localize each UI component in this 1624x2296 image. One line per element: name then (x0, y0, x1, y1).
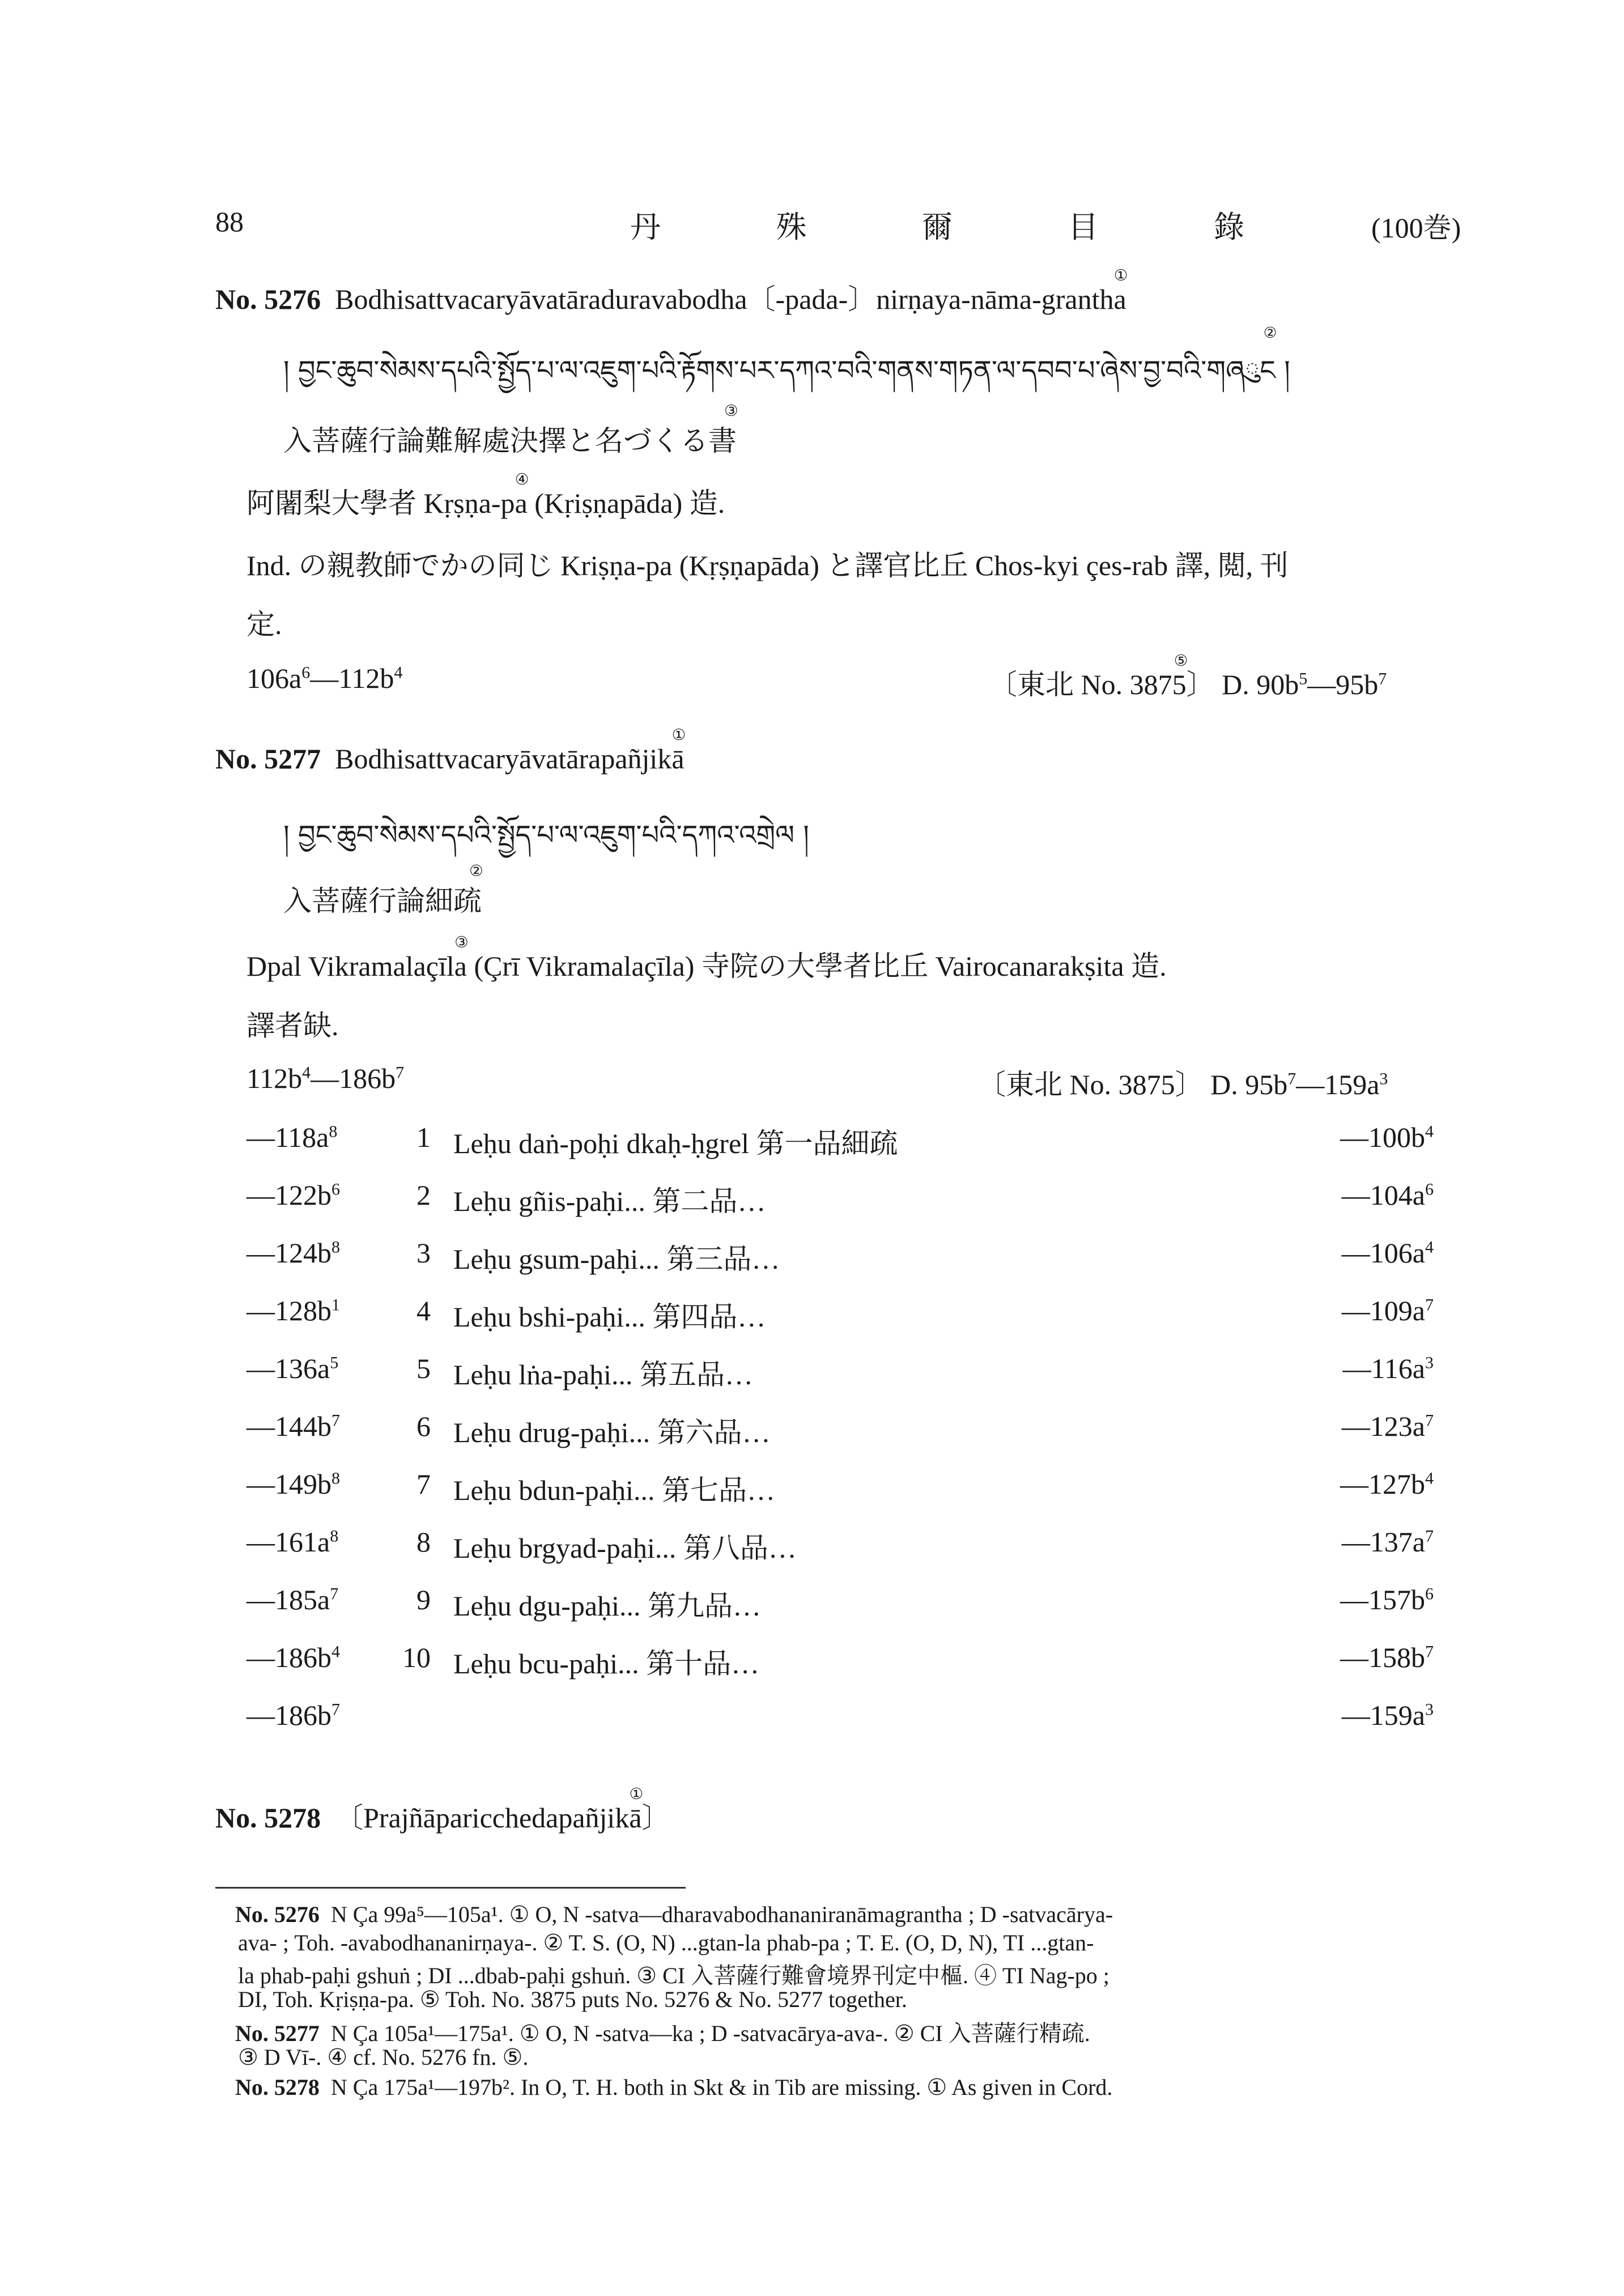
chapter-derge-folio: $—104a^6$ (1341, 1179, 1434, 1211)
skt-title: 〔Prajñāparicchedapañjikā ① 〕 (335, 1784, 670, 1834)
chapter-title: Leḥu dgu-paḥi... 第九品… (453, 1590, 761, 1622)
note-marker: ① (1113, 266, 1128, 284)
chapter-derge-folio: $—159a^3$ (1341, 1699, 1434, 1731)
chapter-start-folio: $—118a^8$ (246, 1121, 338, 1153)
entry-5276-author: 阿闍梨大學者 Kṛṣṇa-pa ④ (Kṛiṣṇapāda) 造. (246, 470, 725, 519)
skt-title: Bodhisattvacaryāvatāraduravabodha〔-pada-〕nirṇaya-nāma-grantha ① (335, 266, 1128, 315)
entry-number: No. 5277 (215, 743, 321, 775)
entry-number: No. 5276 (215, 283, 321, 315)
note-marker: ① (629, 1784, 644, 1803)
chapter-start-folio: $—161a^8$ (246, 1526, 339, 1558)
entry-5278-title (215, 1784, 670, 1836)
entry-5276-japanese-title: 入菩薩行論難解處決擇と名づくる書 ③ (283, 401, 738, 457)
entry-5277-japanese-title: 入菩薩行論細疏 ② (283, 861, 483, 917)
chapter-title: Leḥu brgyad-paḥi... 第八品… (453, 1532, 797, 1564)
note-marker: ② (469, 861, 483, 880)
entry-5277-folio: $112b^4—186b^7$ (246, 1062, 405, 1094)
note-marker: ⑤ (1174, 651, 1188, 670)
chapter-derge-folio: $—123a^7$ (1341, 1410, 1434, 1442)
chapter-derge-folio: $—116a^3$ (1342, 1353, 1434, 1384)
entry-5277-translator: 譯者缺. (246, 1010, 339, 1041)
chapter-start-folio: $—136a^5$ (246, 1353, 339, 1384)
footnote-rule (215, 1887, 686, 1889)
chapter-derge-folio: $—137a^7$ (1341, 1526, 1434, 1558)
chapter-number: 3 (416, 1237, 431, 1269)
chapter-number: 2 (416, 1179, 431, 1211)
skt-title: Bodhisattvacaryāvatārapañjikā ① (335, 725, 686, 775)
chapter-title: Leḥu gñis-paḥi... 第二品… (453, 1185, 766, 1217)
chapter-number: 8 (416, 1526, 431, 1558)
footnote-5276-line4: DI, Toh. Kṛiṣṇa-pa. ⑤ Toh. No. 3875 puts No. 5276 & No. 5277 together. (238, 1987, 907, 2012)
note-marker: ③ (724, 401, 738, 420)
chapter-number: 9 (416, 1584, 431, 1615)
chapter-title: Leḥu daṅ-poḥi dkaḥ-ḥgrel 第一品細疏 (453, 1128, 898, 1159)
chapter-number: 7 (416, 1468, 431, 1500)
entry-5276-tibetan: ། བྱང་ཆུབ་སེམས་དཔའི་སྤྱོད་པ་ལ་འཇུག་པའི་རྟོགས་པར་དཀའ་བའི་གནས་གཏན་ལ་དབབ་པ་ཞེས་བྱ་བའི་གཞུང ② ། (283, 324, 1290, 386)
note-marker: ① (671, 725, 686, 744)
entry-number: No. 5278 (215, 1802, 321, 1834)
chapter-start-folio: $—186b^4$ (246, 1642, 340, 1673)
footnote-5278: No. 5278 N Ça 175a¹—197b². In O, T. H. both in Skt & in Tib are missing. ① As given in Cord. (235, 2074, 1113, 2100)
chapter-number: 6 (416, 1410, 431, 1442)
chapter-derge-folio: $—109a^7$ (1341, 1295, 1434, 1326)
volume-label: (100巻) (1371, 212, 1461, 244)
footnote-5276-line2: ava- ; Toh. -avabodhananirṇaya-. ② T. S. (O, N) ...gtan-la phab-pa ; T. E. (O, D, N), TI ...gtan- (238, 1930, 1094, 1955)
entry-5276-title (215, 266, 1128, 317)
footnote-5277: No. 5277 N Ça 105a¹—175a¹. ① O, N -satva—ka ; D -satvacārya-ava-. ② CI 入菩薩行精疏. (235, 2021, 1090, 2046)
entry-5276-translator-cont: 定. (246, 609, 282, 640)
note-marker: ③ (454, 933, 469, 951)
chapter-start-folio: $—122b^6$ (246, 1179, 340, 1211)
note-marker: ④ (515, 470, 529, 488)
chapter-derge-folio: $—106a^4$ (1341, 1237, 1434, 1269)
chapter-start-folio: $—128b^1$ (246, 1295, 340, 1326)
footnote-5276-line3: la phab-paḥi gshuṅ ; DI ...dbab-paḥi gshuṅ. ③ CI 入菩薩行難會境界刊定中樞. ④ TI Nag-po ; (238, 1963, 1109, 1988)
chapter-number: 10 (402, 1642, 431, 1673)
page-number: 88 (215, 206, 244, 237)
chapter-title: Leḥu lṅa-paḥi... 第五品… (453, 1359, 754, 1391)
chapter-derge-folio: $—127b^4$ (1340, 1468, 1434, 1500)
chapter-start-folio: $—149b^8$ (246, 1468, 340, 1500)
footnote-5277-line2: ③ D Vī-. ④ cf. No. 5276 fn. ⑤. (238, 2044, 529, 2070)
entry-5277-reference: 〔東北 No. 3875〕 D. $95b^7—159a^3$ (977, 1069, 1388, 1100)
entry-5277-title (215, 725, 686, 775)
chapter-title: Leḥu bdun-paḥi... 第七品… (453, 1474, 775, 1506)
chapter-number: 1 (416, 1121, 431, 1153)
chapter-derge-folio: $—158b^7$ (1340, 1642, 1434, 1673)
chapter-start-folio: $—185a^7$ (246, 1584, 339, 1615)
note-marker: ② (1263, 324, 1277, 342)
entry-5276-translator: Ind. の親教師でかの同じ Kriṣṇa-pa (Kṛṣṇapāda) と譯官比丘 Chos-kyi çes-rab 譯, 閲, 刊 (246, 550, 1289, 581)
entry-5277-author: Dpal Vikramalaçīla ③ (Çrī Vikramalaçīla) 寺院の大學者比丘 Vairocanarakṣita 造. (246, 933, 1167, 982)
chapter-start-folio: $—124b^8$ (246, 1237, 340, 1269)
running-title: 丹 殊 爾 目 錄 (630, 210, 1298, 244)
chapter-title: Leḥu bshi-paḥi... 第四品… (453, 1301, 766, 1333)
chapter-title: Leḥu gsum-paḥi... 第三品… (453, 1243, 780, 1275)
chapter-start-folio: $—186b^7$ (246, 1699, 340, 1731)
entry-5276-reference: 〔東北 No. 3875 ⑤ 〕 D. $90b^5—95b^7$ (989, 651, 1387, 700)
entry-5276-folio: $106a^6—112b^4$ (246, 662, 403, 694)
chapter-derge-folio: $—157b^6$ (1340, 1584, 1434, 1615)
chapter-number: 4 (416, 1295, 431, 1326)
chapter-number: 5 (416, 1353, 431, 1384)
chapter-start-folio: $—144b^7$ (246, 1410, 340, 1442)
footnote-5276: No. 5276 N Ça 99a⁵—105a¹. ① O, N -satva—dharavabodhananiranāmagrantha ; D -satvacārya- (235, 1902, 1113, 1927)
chapter-title: Leḥu bcu-paḥi... 第十品… (453, 1648, 760, 1680)
chapter-title: Leḥu drug-paḥi... 第六品… (453, 1417, 771, 1448)
chapter-derge-folio: $—100b^4$ (1340, 1121, 1434, 1153)
entry-5277-tibetan: ། བྱང་ཆུབ་སེམས་དཔའི་སྤྱོད་པ་ལ་འཇུག་པའི་དཀའ་འགྲེལ ། (283, 819, 809, 851)
